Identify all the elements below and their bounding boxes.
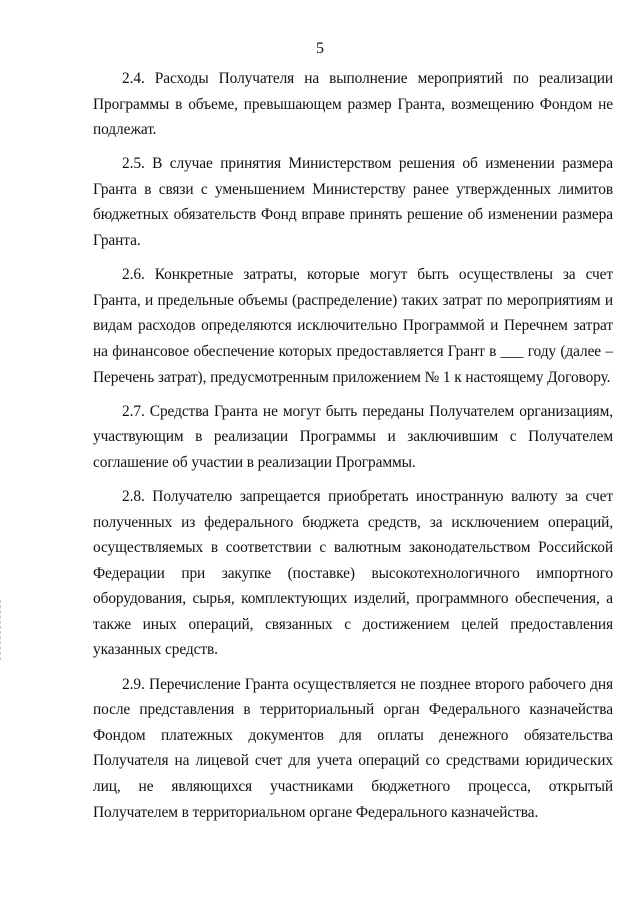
paragraph-2-9: 2.9. Перечисление Гранта осуществляется не позднее второго рабочего дня после представления в территориальный орган Федерального казначейства Фондом платежных документов для оплаты денежного обязательства Получателя на лицевой счет для учета операций со средствами юридических лиц, не являющихся участниками бюджетного процесса, открытый Получателем в территориальном органе Федерального казначейства. xyxy=(93,675,613,821)
scan-margin-mark xyxy=(0,600,3,660)
paragraph-2-4: 2.4. Расходы Получателя на выполнение мероприятий по реализации Программы в объеме, превышающем размер Гранта, возмещению Фондом не подлежат. xyxy=(93,70,613,139)
page-number: 5 xyxy=(316,40,324,57)
paragraph-2-6: 2.6. Конкретные затраты, которые могут быть осуществлены за счет Гранта, и предельные объемы (распределение) таких затрат по мероприятиям и видам расходов определяются исключительно Программой и Перечнем затрат на финансовое обеспечение которых предоставляется Грант в ___ году (далее – Перечень затрат), предусмотренным приложением № 1 к настоящему Договору. xyxy=(93,266,613,386)
paragraph-2-7: 2.7. Средства Гранта не могут быть переданы Получателем организациям, участвующим в реализации Программы и заключившим с Получателем соглашение об участии в реализации Программы. xyxy=(93,402,613,471)
document-body xyxy=(93,66,613,834)
paragraph-2-5: 2.5. В случае принятия Министерством решения об изменении размера Гранта в связи с уменьшением Министерству ранее утвержденных лимитов бюджетных обязательств Фонд вправе принять решение об изменении размера Гранта. xyxy=(93,155,613,250)
paragraph-2-8: 2.8. Получателю запрещается приобретать иностранную валюту за счет полученных из федерального бюджета средств, за исключением операций, осуществляемых в соответствии с валютным законодательством Российской Федерации при закупке (поставке) высокотехнологичного импортного оборудования, сырья, комплектующих изделий, программного обеспечения, а также иных операций, связанных с достижением целей предоставления указанных средств. xyxy=(93,487,613,659)
